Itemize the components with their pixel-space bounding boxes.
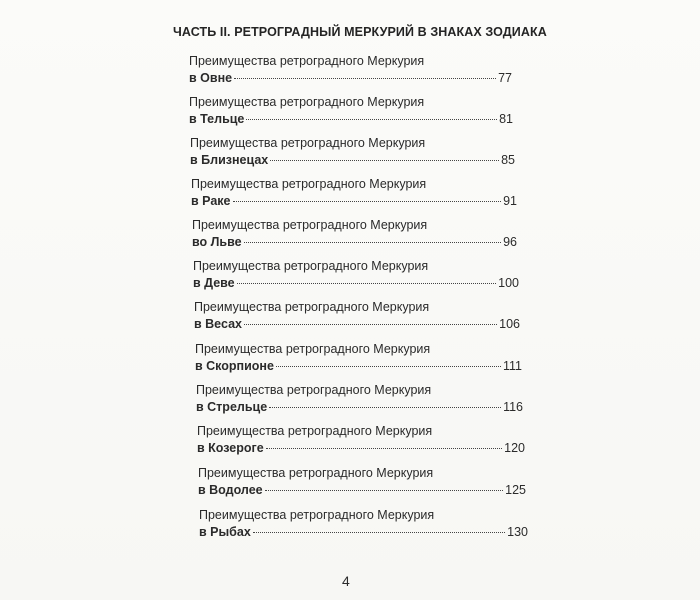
toc-entry [195, 341, 522, 375]
section-heading: ЧАСТЬ II. РЕТРОГРАДНЫЙ МЕРКУРИЙ В ЗНАКАХ ЗОДИАКА [173, 25, 547, 39]
dot-leader [266, 448, 502, 449]
toc-entry-line [194, 316, 520, 333]
toc-entry-page: 106 [499, 317, 520, 331]
toc-entry-page: 130 [507, 525, 528, 539]
toc-entry-title: Преимущества ретроградного Меркурия [192, 218, 428, 232]
toc-entry-line [189, 70, 512, 87]
toc-entry-page: 85 [501, 153, 515, 167]
toc-entry-page: 111 [502, 359, 522, 373]
toc-entry-page: 77 [498, 71, 512, 85]
toc-entry-line [196, 399, 523, 416]
dot-leader [253, 532, 505, 533]
toc-entry-sign: во Льве [192, 235, 242, 249]
toc-entry-title: Преимущества ретроградного Меркурия [195, 342, 431, 356]
toc-entry-line [198, 482, 526, 499]
toc-entry [189, 53, 512, 87]
toc-entry-page: 116 [503, 400, 523, 414]
toc-entry-line [190, 152, 515, 169]
toc-entry-sign: в Стрельце [196, 400, 268, 414]
toc-entry-page: 96 [503, 235, 517, 249]
toc-entry-title: Преимущества ретроградного Меркурия [197, 424, 433, 438]
toc-entry-page: 125 [505, 483, 526, 497]
toc-entry-sign: в Водолее [198, 483, 263, 497]
toc-entry [193, 258, 519, 292]
toc-entry [190, 135, 515, 169]
toc-entry-sign: в Близнецах [190, 153, 269, 167]
toc-entry [194, 299, 520, 333]
toc-entry-title: Преимущества ретроградного Меркурия [198, 466, 434, 480]
toc-entry-line [189, 111, 513, 128]
toc-entry-line [192, 234, 517, 251]
toc-entry-sign: в Тельце [189, 112, 245, 126]
toc-entry-sign: в Рыбах [199, 525, 251, 539]
toc-entry [189, 94, 513, 128]
page-number: 4 [342, 573, 350, 589]
toc-entry-sign: в Раке [191, 194, 231, 208]
toc-entry [191, 176, 517, 210]
dot-leader [276, 366, 501, 367]
toc-entry [198, 465, 526, 499]
toc-entry-page: 81 [499, 112, 513, 126]
toc-entry-page: 100 [498, 276, 519, 290]
toc-entry-title: Преимущества ретроградного Меркурия [190, 136, 426, 150]
toc-entry [197, 423, 525, 457]
dot-leader [233, 201, 502, 202]
toc-entry-title: Преимущества ретроградного Меркурия [194, 300, 430, 314]
dot-leader [246, 119, 497, 120]
toc-entry [192, 217, 517, 251]
toc-entry-line [191, 193, 517, 210]
toc-entry-line [193, 275, 519, 292]
dot-leader [237, 283, 497, 284]
toc-entry-title: Преимущества ретроградного Меркурия [189, 54, 425, 68]
dot-leader [244, 324, 497, 325]
toc-entry-line [197, 440, 525, 457]
toc-entry-sign: в Овне [189, 71, 233, 85]
toc-entry-sign: в Деве [193, 276, 235, 290]
toc-entry-line [195, 358, 522, 375]
toc-entry-page: 120 [504, 441, 525, 455]
toc-entry-page: 91 [503, 194, 517, 208]
toc-entry-title: Преимущества ретроградного Меркурия [191, 177, 427, 191]
dot-leader [269, 407, 501, 408]
dot-leader [265, 490, 504, 491]
toc-entry [196, 382, 523, 416]
toc-entry-line [199, 524, 528, 541]
toc-entry-title: Преимущества ретроградного Меркурия [196, 383, 432, 397]
toc-entry-title: Преимущества ретроградного Меркурия [189, 95, 425, 109]
toc-entry [199, 507, 528, 541]
toc-entry-title: Преимущества ретроградного Меркурия [199, 508, 435, 522]
toc-entry-sign: в Скорпионе [195, 359, 274, 373]
dot-leader [234, 78, 496, 79]
toc-entry-sign: в Весах [194, 317, 242, 331]
dot-leader [270, 160, 499, 161]
dot-leader [244, 242, 502, 243]
toc-entry-title: Преимущества ретроградного Меркурия [193, 259, 429, 273]
toc-entry-sign: в Козероге [197, 441, 264, 455]
